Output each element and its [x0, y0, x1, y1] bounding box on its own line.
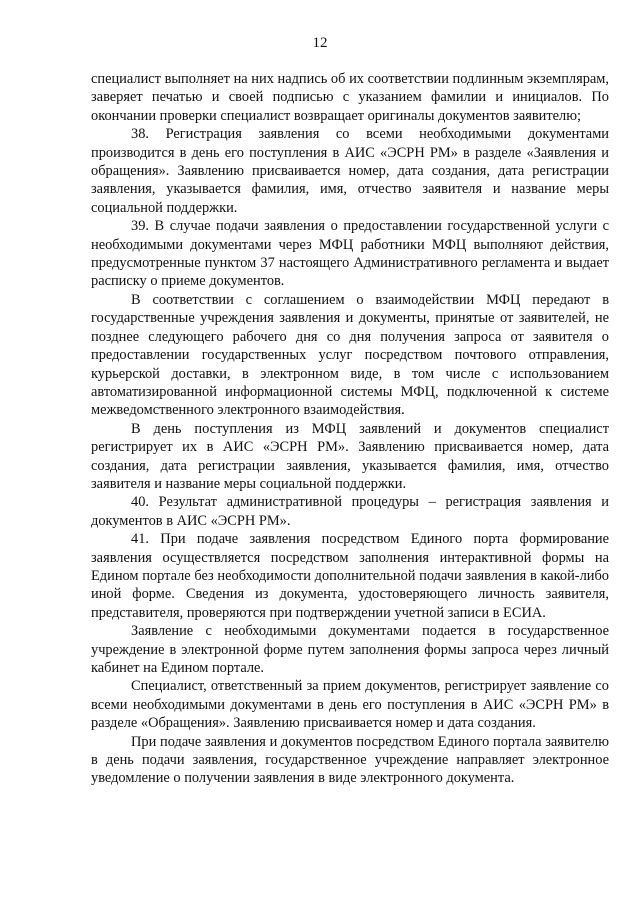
- paragraph-specialist-registration: Специалист, ответственный за прием документов, регистрирует заявление со всеми необходимыми документами в день его поступления в АИС «ЭСРН РМ» в разделе «Обращения». Заявлению присваивается номер и дата создания.: [91, 678, 609, 732]
- paragraph-40: 40. Результат административной процедуры – регистрация заявления и документов в АИС «ЭСРН РМ».: [91, 494, 609, 529]
- paragraph-electronic-notification: При подаче заявления и документов посредством Единого портала заявителю в день подачи заявления, государственное учреждение направляет электронное уведомление о получении заявления в виде электронного документа.: [91, 733, 609, 787]
- paragraph-38: 38. Регистрация заявления со всеми необходимыми документами производится в день его поступления в АИС «ЭСРН РМ» в разделе «Заявления и обращения». Заявлению присваивается номер, дата создания, дата регистрации заявления, указывается фамилия, имя, отчество заявителя и название меры социальной поддержки.: [91, 126, 609, 216]
- paragraph-mfc-registration: В день поступления из МФЦ заявлений и документов специалист регистрирует их в АИС «ЭСРН РМ». Заявлению присваивается номер, дата создания, дата регистрации заявления, указывается фамилия, имя, отчество заявителя и название меры социальной поддержки.: [91, 420, 609, 492]
- paragraph-electronic-submission: Заявление с необходимыми документами подается в государственное учреждение в электронной форме путем заполнения формы запроса через личный кабинет на Едином портале.: [91, 623, 609, 676]
- paragraph-41: 41. При подаче заявления посредством Единого порта формирование заявления осуществляется посредством заполнения интерактивной формы на Едином портале без необходимости дополнительной подачи заявления в какой-либо иной форме. Сведения из документа, удостоверяющего личность заявителя, представителя, проверяются при подтверждении учетной записи в ЕСИА.: [91, 531, 609, 621]
- paragraph-mfc-agreement: В соответствии с соглашением о взаимодействии МФЦ передают в государственные учреждения заявления и документы, принятые от заявителей, не позднее следующего рабочего дня со дня получения запроса от заявителя о предоставлении государственных услуг посредством почтового отправления, курьерской доставки, в электронном виде, в том числе с использованием автоматизированной информационной системы МФЦ, подключенной к системе межведомственного электронного взаимодействия.: [91, 291, 609, 419]
- page-number: 12: [312, 35, 328, 51]
- paragraph-39: 39. В случае подачи заявления о предоставлении государственной услуги с необходимыми документами через МФЦ работники МФЦ выполняют действия, предусмотренные пунктом 37 настоящего Административного регламента и выдает расписку о приеме документов.: [91, 218, 609, 290]
- document-body: [91, 70, 609, 788]
- paragraph-continuation: специалист выполняет на них надпись об их соответствии подлинным экземплярам, заверяет печатью и своей подписью с указанием фамилии и инициалов. По окончании проверки специалист возвращает оригиналы документов заявителю;: [91, 71, 609, 124]
